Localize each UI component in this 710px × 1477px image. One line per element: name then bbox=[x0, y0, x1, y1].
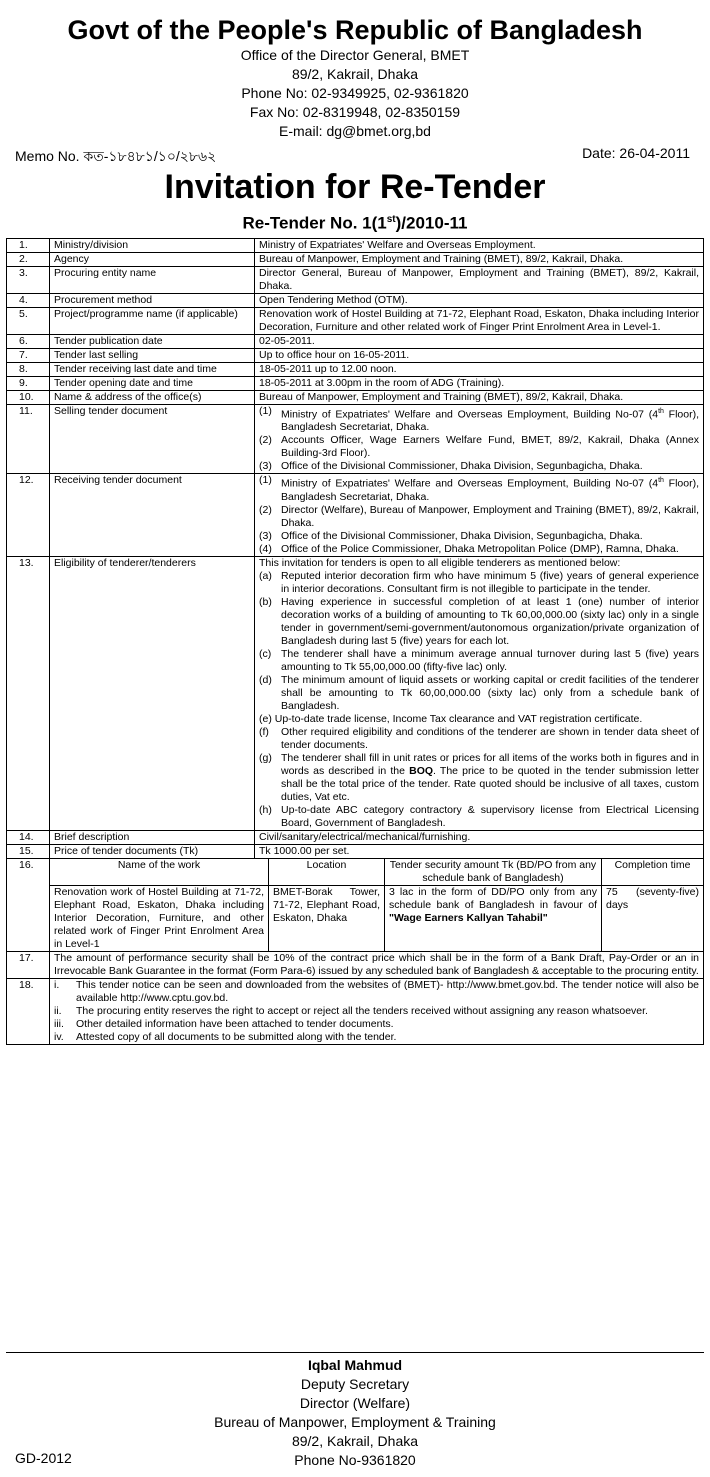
memo-date-row bbox=[0, 143, 710, 165]
table-row: 1. Ministry/division Ministry of Expatriates' Welfare and Overseas Employment. bbox=[7, 238, 704, 252]
table-row: 3. Procuring entity name Director General, Bureau of Manpower, Employment and Training (BMET), 89/2, Kakrail, Dhaka. bbox=[7, 266, 704, 293]
list-item: (g) The tenderer shall fill in unit rates or prices for all items of the works both in figures and in words as described in the BOQ. The price to be quoted in the tender submission letter shall be the total price of the tender. Rate quoted should be inclusive of all taxes, custom duties, Vat etc. bbox=[259, 751, 699, 803]
notice-date: Date: 26-04-2011 bbox=[582, 145, 690, 161]
list-item: (h) Up-to-date ABC category contractory & supervisory license from Electrical Licensing Board, Government of Bangladesh. bbox=[259, 803, 699, 829]
memo-number: Memo No. কত-১৮৪৮১/১০/২৮৬২ bbox=[15, 148, 217, 164]
work-schedule-table bbox=[50, 859, 703, 951]
work-location: BMET-Borak Tower, 71-72, Elephant Road, Eskaton, Dhaka bbox=[269, 885, 385, 951]
footer-code: GD-2012 bbox=[15, 1450, 72, 1466]
header-location: Location bbox=[269, 859, 385, 886]
letterhead bbox=[0, 14, 710, 141]
table-row: 6. Tender publication date 02-05-2011. bbox=[7, 334, 704, 348]
notice-title: Invitation for Re-Tender bbox=[164, 168, 546, 206]
selling-locations-list bbox=[259, 405, 699, 474]
list-item: (1) Ministry of Expatriates' Welfare and Overseas Employment, Building No-07 (4th Floor), Bangladesh Secretariat, Dhaka. bbox=[259, 404, 699, 434]
list-item: (2) Accounts Officer, Wage Earners Welfare Fund, BMET, 89/2, Kakrail, Dhaka (Annex Building-3rd Floor). bbox=[259, 434, 699, 460]
office-name: Office of the Director General, BMET bbox=[240, 47, 470, 63]
table-row: 15. Price of tender documents (Tk) Tk 1000.00 per set. bbox=[7, 844, 704, 858]
list-item: (1) Ministry of Expatriates' Welfare and Overseas Employment, Building No-07 (4th Floor), Bangladesh Secretariat, Dhaka. bbox=[259, 474, 699, 503]
eligibility-intro: This invitation for tenders is open to all eligible tenderers as mentioned below: bbox=[259, 556, 621, 569]
eligibility-item-e: (e) Up-to-date trade license, Income Tax clearance and VAT registration certificate. bbox=[259, 712, 643, 725]
signatory-org: Bureau of Manpower, Employment & Training bbox=[214, 1414, 496, 1430]
signatory-designation: Deputy Secretary bbox=[300, 1376, 410, 1392]
signatory-name: Iqbal Mahmud bbox=[307, 1357, 403, 1373]
list-item: ii. The procuring entity reserves the right to accept or reject all the tenders received without assigning any reason whatsoever. bbox=[54, 1004, 648, 1017]
list-item: (d) The minimum amount of liquid assets or working capital or credit facilities of the tenderer shall be amounting to Tk 60,00,000.00 (sixty lac) only from a schedule bank of Bangladesh. bbox=[259, 673, 699, 712]
list-item: (2) Director (Welfare), Bureau of Manpower, Employment and Training (BMET), 89/2, Kakrail, Dhaka. bbox=[259, 503, 699, 529]
list-item: iv. Attested copy of all documents to be submitted along with the tender. bbox=[54, 1030, 397, 1043]
list-item: (4) Office of the Police Commissioner, Dhaka Metropolitan Police (DMP), Ramna, Dhaka. bbox=[259, 542, 679, 555]
tender-details-table bbox=[6, 238, 704, 1045]
table-row: 9. Tender opening date and time 18-05-2011 at 3.00pm in the room of ADG (Training). bbox=[7, 376, 704, 390]
list-item: (f) Other required eligibility and conditions of the tenderer are shown in tender data sheet of tender documents. bbox=[259, 725, 699, 751]
table-row: 7. Tender last selling Up to office hour on 16-05-2011. bbox=[7, 348, 704, 362]
divider bbox=[6, 1352, 704, 1353]
header-security: Tender security amount Tk (BD/PO from any schedule bank of Bangladesh) bbox=[385, 859, 602, 886]
table-row: 10. Name & address of the office(s) Bureau of Manpower, Employment and Training (BMET), 89/2, Kakrail, Dhaka. bbox=[7, 390, 704, 404]
table-row: 4. Procurement method Open Tendering Method (OTM). bbox=[7, 293, 704, 307]
fax-numbers: Fax No: 02-8319948, 02-8350159 bbox=[249, 104, 461, 120]
list-item: (3) Office of the Divisional Commissioner, Dhaka Division, Segunbagicha, Dhaka. bbox=[259, 529, 643, 542]
table-row: 18. i. This tender notice can be seen and downloaded from the websites of (BMET)- http://www.bmet.gov.bd. The tender notice will also be available http://www.cptu.gov.bd. ii. The procuring entity reserves the right to accept or reject all the tenders received without assigning any reason whatsoever. iii. Other detailed information have been attached to tender documents. iv. Attested copy of all documents to be submitted along with the tender. bbox=[7, 978, 704, 1044]
table-row: 11. Selling tender document (1) Ministry of Expatriates' Welfare and Overseas Employment, Building No-07 (4th Floor), Bangladesh Secretariat, Dhaka. (2) Accounts Officer, Wage Earners Welfare Fund, BMET, 89/2, Kakrail, Dhaka (Annex Building-3rd Floor). (3) Office of the Divisional Commissioner, Dhaka Division, Segunbagicha, Dhaka. bbox=[7, 404, 704, 474]
signatory-phone: Phone No-9361820 bbox=[294, 1452, 416, 1468]
table-row: 14. Brief description Civil/sanitary/electrical/mechanical/furnishing. bbox=[7, 830, 704, 844]
list-item: (c) The tenderer shall have a minimum average annual turnover during last 5 (five) years amounting to Tk 55,00,000.00 (fifty-five lac) only. bbox=[259, 647, 699, 673]
table-row: 16. Name of the work Location Tender security amount Tk (BD/PO from any schedule bank of Bangladesh) Completion time Renovation work of Hostel Building at 71-72, Elephant Road, Eskaton, Dhaka including Interior Decoration, Furniture, and other related work of Finger Print Enrolment Area in Level-1 BMET-Borak Tower, 71-72, Elephant Road, Eskaton, Dhaka 3 lac in the form of DD/PO only from any schedule bank of Bangladesh in favour of "Wage Earners Kallyan Tahabil" 75 (seventy-five) days bbox=[7, 858, 704, 951]
email-address: E-mail: dg@bmet.org,bd bbox=[279, 123, 431, 139]
table-row: 17. The amount of performance security shall be 10% of the contract price which shall be in the form of a Bank Draft, Pay-Order or an in Irrevocable Bank Guarantee in the format (Form Para-6) issued by any scheduled bank of Bangladesh & acceptable to the procuring entity. bbox=[7, 951, 704, 978]
table-row: 12. Receiving tender document (1) Ministry of Expatriates' Welfare and Overseas Employment, Building No-07 (4th Floor), Bangladesh Secretariat, Dhaka. (2) Director (Welfare), Bureau of Manpower, Employment and Training (BMET), 89/2, Kakrail, Dhaka. (3) Office of the Divisional Commissioner, Dhaka Division, Segunbagicha, Dhaka. (4) Office of the Police Commissioner, Dhaka Metropolitan Police (DMP), Ramna, Dhaka. bbox=[7, 474, 704, 557]
list-item: iii. Other detailed information have been attached to tender documents. bbox=[54, 1017, 394, 1030]
office-address: 89/2, Kakrail, Dhaka bbox=[291, 66, 419, 82]
list-item: (a) Reputed interior decoration firm who have minimum 5 (five) years of general experience in interior decorations. Consultant firm is not illegible to participate in the tender. bbox=[259, 569, 699, 595]
table-row: 2. Agency Bureau of Manpower, Employment and Training (BMET), 89/2, Kakrail, Dhaka. bbox=[7, 252, 704, 266]
work-name: Renovation work of Hostel Building at 71-72, Elephant Road, Eskaton, Dhaka including Interior Decoration, Furniture, and other related work of Finger Print Enrolment Area in Level-1 bbox=[50, 885, 269, 951]
header-completion: Completion time bbox=[602, 859, 704, 886]
table-row: 13. Eligibility of tenderer/tenderers This invitation for tenders is open to all eligible tenderers as mentioned below: (a) Reputed interior decoration firm who have minimum 5 (five) years of general experience in interior decorations. Consultant firm is not illegible to participate in the tender. (b) Having experience in successful completion of at least 1 (one) number of interior decoration works of a building of amounting to Tk 60,00,000.00 (sixty lac) only in a single tender in government/semi-government/autonomous organization/private organization of Bangladesh during last 5 (five) years for each lot. (c) The tenderer shall have a minimum average annual turnover during last 5 (five) years amounting to Tk 55,00,000.00 (fifty-five lac) only. (d) The minimum amount of liquid assets or working capital or credit facilities of the tenderer shall be amounting to Tk 60,00,000.00 (sixty lac) only from a schedule bank of Bangladesh. (e) Up-to-date trade license, Income Tax clearance and VAT registration certificate. (f) Other required eligibility and conditions of the tenderer are shown in tender data sheet of tender documents. (g) The tenderer shall fill in unit rates or prices for all items of the works both in figures and in words as described in the BOQ. The price to be quoted in the tender submission letter shall be the total price of the tender. Rate quoted should be inclusive of all taxes, custom duties, Vat etc. (h) Up-to-date ABC category contractory & supervisory license from Electrical Licensing Board, Government of Bangladesh. bbox=[7, 556, 704, 830]
eligibility-list-cont bbox=[259, 726, 699, 830]
notes-list bbox=[54, 979, 699, 1044]
list-item: (3) Office of the Divisional Commissioner, Dhaka Division, Segunbagicha, Dhaka. bbox=[259, 460, 643, 473]
security-amount: 3 lac in the form of DD/PO only from any schedule bank of Bangladesh in favour of "Wage Earners Kallyan Tahabil" bbox=[385, 885, 602, 951]
table-row: 8. Tender receiving last date and time 18-05-2011 up to 12.00 noon. bbox=[7, 362, 704, 376]
table-row: 5. Project/programme name (if applicable) Renovation work of Hostel Building at 71-72, Elephant Road, Eskaton, Dhaka including Interior Decoration, Furniture and other related work of Finger Print Enrolment Area in Level-1. bbox=[7, 307, 704, 334]
signatory-role: Director (Welfare) bbox=[299, 1395, 411, 1411]
receiving-locations-list bbox=[259, 474, 699, 556]
eligibility-list bbox=[259, 570, 699, 713]
signature-block bbox=[180, 1356, 530, 1470]
header-work: Name of the work bbox=[50, 859, 269, 886]
performance-security: The amount of performance security shall be 10% of the contract price which shall be in the form of a Bank Draft, Pay-Order or an in Irrevocable Bank Guarantee in the format (Form Para-6) issued by any scheduled bank of Bangladesh & acceptable to the procuring entity. bbox=[50, 951, 704, 978]
phone-numbers: Phone No: 02-9349925, 02-9361820 bbox=[241, 85, 469, 101]
government-title: Govt of the People's Republic of Bangladesh bbox=[67, 15, 643, 45]
list-item: i. This tender notice can be seen and downloaded from the websites of (BMET)- http://www.bmet.gov.bd. The tender notice will also be available http://www.cptu.gov.bd. bbox=[54, 978, 699, 1004]
signatory-address: 89/2, Kakrail, Dhaka bbox=[291, 1433, 419, 1449]
list-item: (b) Having experience in successful completion of at least 1 (one) number of interior decoration works of a building of amounting to Tk 60,00,000.00 (sixty lac) only in a single tender in government/semi-government/autonomous organization/private organization of Bangladesh during last 5 (five) years for each lot. bbox=[259, 595, 699, 647]
completion-time: 75 (seventy-five) days bbox=[602, 885, 704, 951]
tender-number: Re-Tender No. 1(1st)/2010-11 bbox=[242, 213, 468, 233]
